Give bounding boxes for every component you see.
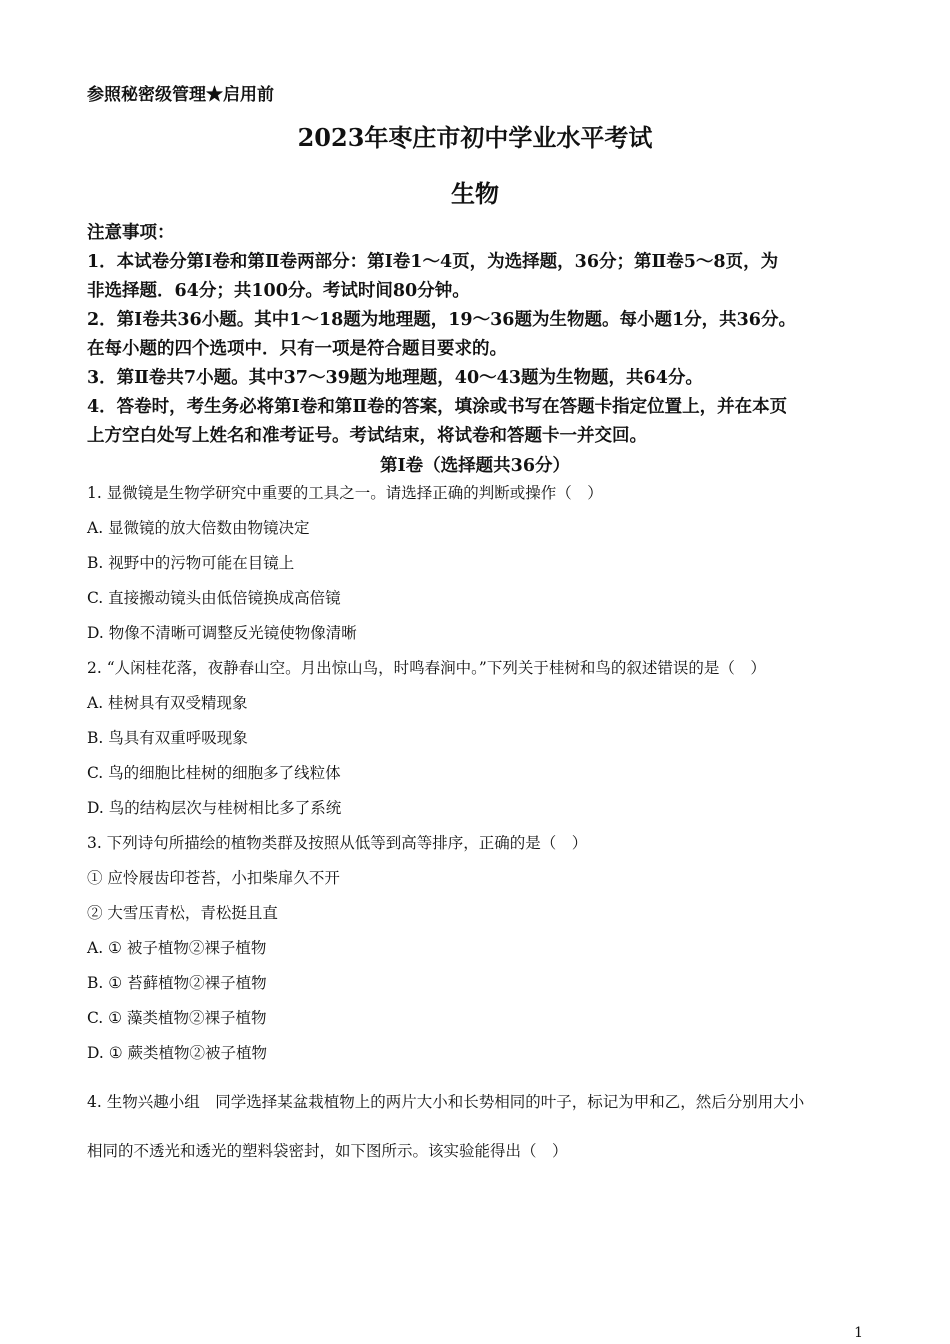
question-3-option-a: A. ① 被子植物②裸子植物 (87, 939, 267, 957)
note-4-line-2: 上方空白处写上姓名和准考证号。考试结束，将试卷和答题卡一并交回。 (87, 426, 647, 446)
subject-title: 生物 (451, 179, 499, 208)
question-1-stem: 1. 显微镜是生物学研究中重要的工具之一。请选择正确的判断或操作（ ） (87, 484, 603, 502)
note-1-line-1: 1．本试卷分第Ⅰ卷和第Ⅱ卷两部分：第Ⅰ卷1～4页，为选择题，36分；第Ⅱ卷5～8页，为 (87, 252, 779, 272)
note-2-line-1: 2．第Ⅰ卷共36小题。其中1～18题为地理题，19～36题为生物题。每小题1分，共36分。 (87, 310, 796, 330)
question-2-option-a: A. 桂树具有双受精现象 (87, 694, 248, 712)
question-2-option-d: D. 鸟的结构层次与桂树相比多了系统 (87, 799, 342, 817)
note-2-line-2: 在每小题的四个选项中．只有一项是符合题目要求的。 (87, 339, 507, 359)
notes-heading: 注意事项： (87, 223, 175, 243)
question-2-option-b: B. 鸟具有双重呼吸现象 (87, 729, 248, 747)
question-4-line-1: 4. 生物兴趣小组 同学选择某盆栽植物上的两片大小和长势相同的叶子，标记为甲和乙，然后分别用大小 (87, 1093, 805, 1111)
question-1-option-b: B. 视野中的污物可能在目镜上 (87, 554, 295, 572)
part-1-title: 第Ⅰ卷（选择题共36分） (379, 456, 571, 476)
question-2-stem: 2. “人闲桂花落，夜静春山空。月出惊山鸟，时鸣春涧中。”下列关于桂树和鸟的叙述错误的是（ ） (87, 659, 766, 677)
exam-title: 2023年枣庄市初中学业水平考试 (297, 123, 653, 152)
question-1-option-d: D. 物像不清晰可调整反光镜使物像清晰 (87, 624, 357, 642)
note-4-line-1: 4．答卷时，考生务必将第Ⅰ卷和第Ⅱ卷的答案，填涂或书写在答题卡指定位置上，并在本页 (87, 397, 788, 417)
question-3-option-d: D. ① 蕨类植物②被子植物 (87, 1044, 268, 1062)
question-3-option-c: C. ① 藻类植物②裸子植物 (87, 1009, 267, 1027)
note-3-line-1: 3．第Ⅱ卷共7小题。其中37～39题为地理题，40～43题为生物题，共64分。 (87, 368, 703, 388)
note-1-line-2: 非选择题．64分；共100分。考试时间80分钟。 (87, 281, 470, 301)
question-3-poem-1: ① 应怜屐齿印苍苔，小扣柴扉久不开 (87, 869, 340, 887)
question-3-stem: 3. 下列诗句所描绘的植物类群及按照从低等到高等排序，正确的是（ ） (87, 834, 588, 852)
question-3-option-b: B. ① 苔藓植物②裸子植物 (87, 974, 267, 992)
question-3-poem-2: ② 大雪压青松，青松挺且直 (87, 904, 278, 922)
question-1-option-a: A. 显微镜的放大倍数由物镜决定 (87, 519, 310, 537)
question-4-line-2: 相同的不透光和透光的塑料袋密封，如下图所示。该实验能得出（ ） (87, 1142, 568, 1160)
page-number: 1 (854, 1325, 863, 1341)
secret-level-label: 参照秘密级管理★启用前 (87, 85, 274, 105)
question-2-option-c: C. 鸟的细胞比桂树的细胞多了线粒体 (87, 764, 341, 782)
question-1-option-c: C. 直接搬动镜头由低倍镜换成高倍镜 (87, 589, 341, 607)
